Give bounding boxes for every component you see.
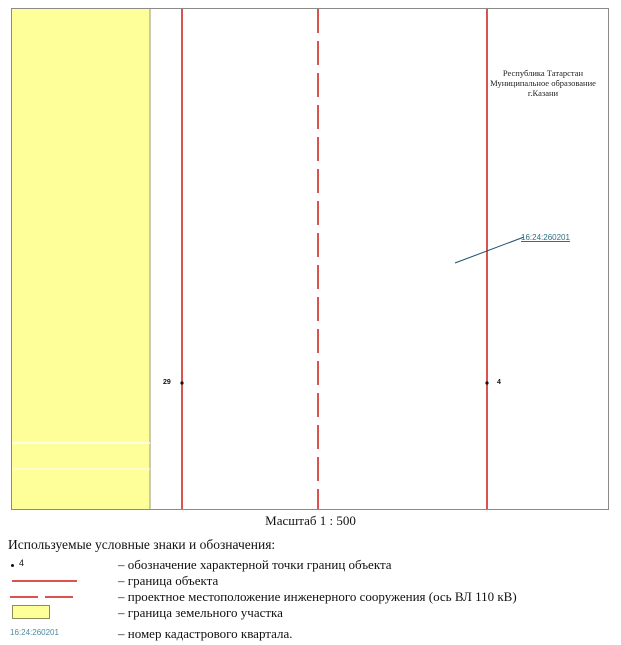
legend-cadastral-number: 16:24:260201 bbox=[10, 628, 59, 637]
region-line: Республика Татарстан bbox=[502, 68, 584, 78]
land-plot-area bbox=[12, 9, 150, 510]
yellow-fill-swatch-icon bbox=[12, 605, 50, 619]
region-line: Муниципальное образование bbox=[490, 78, 596, 88]
region-line: г.Казани bbox=[527, 88, 559, 98]
legend-item-text: – граница земельного участка bbox=[118, 605, 283, 620]
solid-red-line-icon bbox=[12, 580, 77, 582]
legend-point-number: 4 bbox=[19, 558, 25, 568]
map-frame bbox=[11, 8, 609, 510]
legend-symbol-land-plot bbox=[10, 604, 80, 622]
region-label bbox=[480, 68, 606, 98]
legend-item-land-plot bbox=[0, 604, 621, 622]
point-marker-icon bbox=[11, 564, 14, 567]
legend-title: Используемые условные знаки и обозначения: bbox=[8, 537, 276, 552]
legend-symbol-cadastral bbox=[10, 625, 80, 643]
point-label-29: 29 bbox=[163, 379, 171, 386]
dashed-red-line-icon bbox=[10, 596, 38, 598]
boundary-point-29 bbox=[180, 381, 183, 384]
legend-item-cadastral bbox=[0, 625, 621, 643]
legend-item-text: – номер кадастрового квартала. bbox=[118, 626, 293, 641]
legend-item-text: – проектное местоположение инженерного сооружения (ось ВЛ 110 кВ) bbox=[118, 589, 517, 604]
scale-label: Масштаб 1 : 500 bbox=[265, 513, 356, 528]
cadastral-quarter-label: 16:24:260201 bbox=[521, 233, 570, 242]
cadastral-leader-line bbox=[455, 237, 524, 263]
boundary-point-4 bbox=[485, 381, 488, 384]
point-label-4: 4 bbox=[497, 379, 501, 386]
legend-item-text: – обозначение характерной точки границ объекта bbox=[118, 557, 392, 572]
legend-item-text: – граница объекта bbox=[118, 573, 219, 588]
dashed-red-line-icon bbox=[45, 596, 73, 598]
